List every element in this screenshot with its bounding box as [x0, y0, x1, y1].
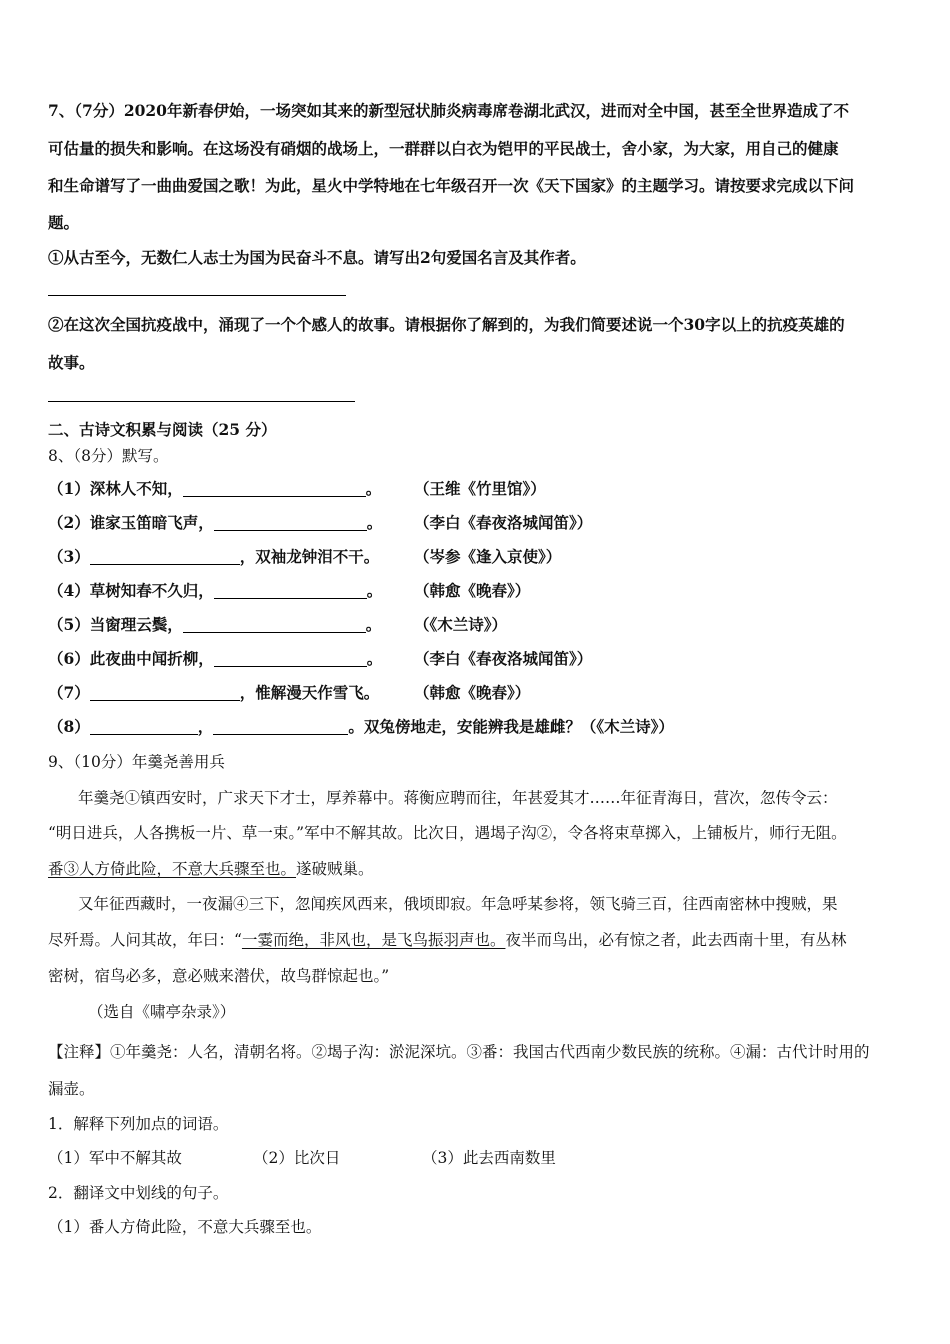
q9-head: 9、（10分）年羹尧善用兵 — [48, 753, 225, 771]
fill-blank[interactable] — [214, 514, 367, 531]
answer-line-1[interactable] — [48, 295, 346, 296]
fill-blank[interactable] — [214, 650, 367, 667]
q7-sub2-line-1: ②在这次全国抗疫战中，涌现了一个个感人的故事。请根据你了解到的，为我们简要述说一个30字以上的抗疫英雄的 — [48, 315, 845, 334]
q8-item-4: （4）草树知春不久归， 。 — [48, 581, 383, 600]
fill-blank[interactable] — [183, 616, 366, 633]
q9-task-1-item-1: （1）军中不解其故 — [48, 1149, 182, 1167]
q8-item-5: （5）当窗理云鬓， 。 — [48, 615, 382, 634]
q8-item-1: （1）深林人不知， 。 — [48, 479, 382, 498]
q8-item-2-source: （李白《春夜洛城闻笛》） — [414, 513, 593, 532]
q8-head: 8、（8分）默写。 — [48, 447, 169, 465]
q9-task-1: 1．解释下列加点的词语。 — [48, 1115, 229, 1133]
q7-sub2-line-2: 故事。 — [48, 353, 95, 372]
fill-blank[interactable] — [214, 582, 367, 599]
q9-task-2-item-1: （1）番人方倚此险，不意大兵骤至也。 — [48, 1218, 322, 1236]
q8-item-5-source: （《木兰诗》） — [414, 615, 508, 634]
fill-blank[interactable] — [90, 548, 240, 565]
q8-item-2: （2）谁家玉笛暗飞声， 。 — [48, 513, 383, 532]
q9-p2-line-3: 密树，宿鸟必多，意必贼来潜伏，故鸟群惊起也。” — [48, 967, 390, 985]
q8-item-6-source: （李白《春夜洛城闻笛》） — [414, 649, 593, 668]
q9-p2-line-1: 又年征西藏时，一夜漏④三下，忽闻疾风西来，俄顷即寂。年急呼某参将，领飞骑三百，往西南密林中搜贼，果 — [78, 895, 838, 913]
q8-item-8: （8） ， 。双兔傍地走，安能辨我是雄雌？（《木兰诗》） — [48, 717, 674, 736]
q8-item-7: （7） ，惟解漫天作雪飞。 — [48, 683, 380, 702]
q7-sub1: ①从古至今，无数仁人志士为国为民奋斗不息。请写出2句爱国名言及其作者。 — [48, 248, 586, 267]
q9-note-line-2: 漏壶。 — [48, 1080, 95, 1098]
q8-item-7-source: （韩愈《晚春》） — [414, 683, 531, 702]
answer-line-2[interactable] — [48, 401, 355, 402]
fill-blank[interactable] — [90, 718, 198, 735]
q9-task-2: 2．翻译文中划线的句子。 — [48, 1184, 229, 1202]
underlined-sentence-1: 番③人方倚此险，不意大兵骤至也。 — [48, 860, 297, 878]
q9-task-1-item-2: （2）比次日 — [253, 1149, 341, 1167]
q8-item-3: （3） ，双袖龙钟泪不干。 — [48, 547, 380, 566]
q9-note-line-1: 【注释】①年羹尧：人名，清朝名将。②堨子沟：淤泥深坑。③番：我国古代西南少数民族的统称。④漏：古代计时用的 — [48, 1043, 870, 1061]
section2-title: 二、古诗文积累与阅读（25 分） — [48, 420, 277, 439]
q7-line-4: 题。 — [48, 213, 80, 232]
q9-p1-line-1: 年羹尧①镇西安时，广求天下才士，厚养幕中。蒋衡应聘而往，年甚爱其才……年征青海日，营次，忽传令云： — [78, 789, 838, 807]
q9-p1-line-2: “明日进兵，人各携板一片、草一束。”军中不解其故。比次日，遇堨子沟②，令各将束草掷入，上铺板片，师行无阻。 — [48, 824, 847, 842]
underlined-sentence-2: 一霎而绝，非风也，是飞鸟振羽声也。 — [241, 931, 506, 949]
q9-p1-line-3: 番③人方倚此险，不意大兵骤至也。遂破贼巢。 — [48, 860, 374, 878]
fill-blank[interactable] — [213, 718, 348, 735]
q8-item-1-source: （王维《竹里馆》） — [414, 479, 546, 498]
fill-blank[interactable] — [90, 684, 240, 701]
q9-task-1-item-3: （3）此去西南数里 — [422, 1149, 556, 1167]
q8-item-6: （6）此夜曲中闻折柳， 。 — [48, 649, 383, 668]
q9-source: （选自《啸亭杂录》） — [88, 1003, 236, 1021]
q8-item-3-source: （岑参《逢入京使》） — [414, 547, 562, 566]
q9-p2-line-2: 尽歼焉。人问其故，年曰：“一霎而绝，非风也，是飞鸟振羽声也。夜半而鸟出，必有惊之者，此去西南十里，有丛林 — [48, 931, 847, 949]
q8-item-4-source: （韩愈《晚春》） — [414, 581, 531, 600]
q7-line-1: 7、（7分）2020年新春伊始，一场突如其来的新型冠状肺炎病毒席卷湖北武汉，进而对全中国，甚至全世界造成了不 — [48, 101, 849, 120]
q7-line-3: 和生命谱写了一曲曲爱国之歌！为此，星火中学特地在七年级召开一次《天下国家》的主题学习。请按要求完成以下问 — [48, 176, 855, 195]
q7-line-2: 可估量的损失和影响。在这场没有硝烟的战场上，一群群以白衣为铠甲的平民战士，舍小家，为大家，用自己的健康 — [48, 139, 839, 158]
fill-blank[interactable] — [183, 480, 366, 497]
